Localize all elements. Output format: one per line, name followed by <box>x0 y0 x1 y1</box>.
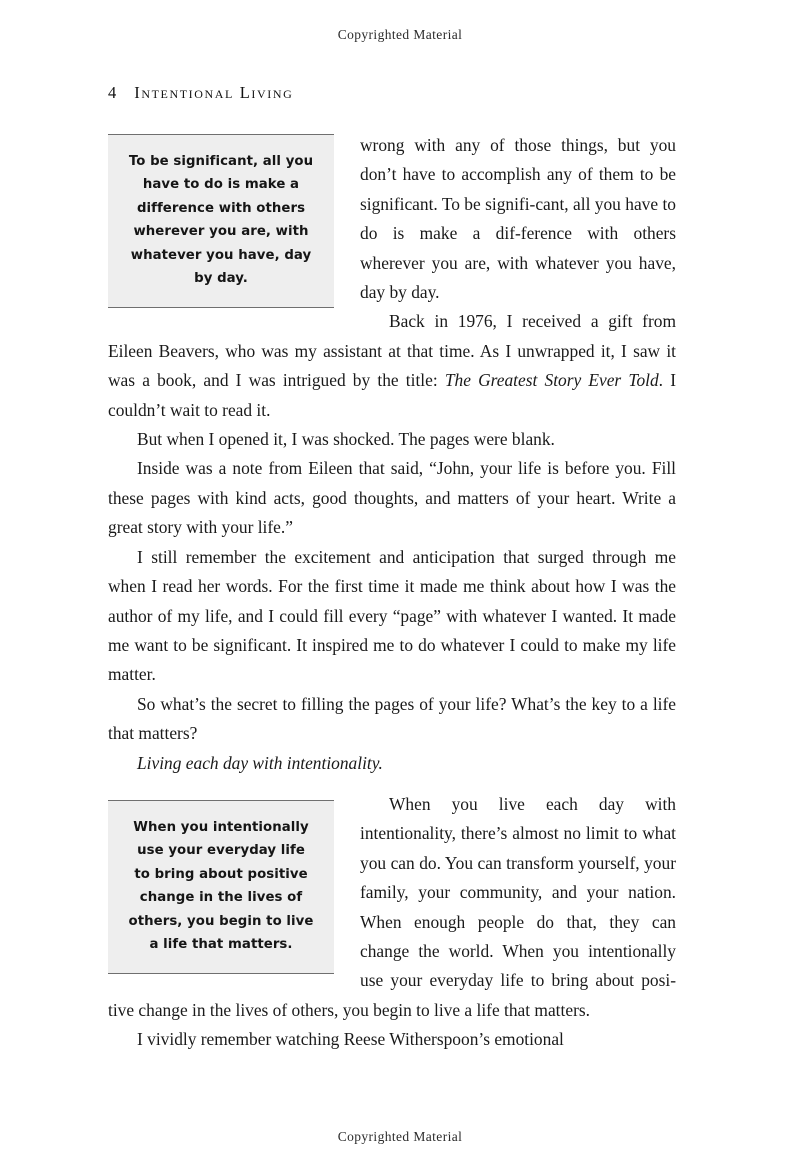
paragraph-2-part-b: . I couldn’t wait to read it. <box>108 370 676 420</box>
paragraph-7-emphasis: Living each day with intentionality. <box>137 752 383 773</box>
paragraph-3: But when I opened it, I was shocked. The pages were blank. <box>137 429 555 450</box>
paragraph-2-part-a: Back in 1976, I received a gift from Eileen Beavers, who was my assistant at that time. As I unwrapped it, I saw it was a book, and I was intrigued by the title: <box>108 311 676 391</box>
body-text-column <box>108 131 676 1055</box>
paragraph-8: When you live each day with intentionality, there’s almost no limit to what you can do. You can transform yourself, your family, your community, and your nation. When enough people do that, they can change the world. When you intentionally use your everyday life to bring about posi-tive change in the lives of others, you begin to live a life that matters. <box>108 793 676 1020</box>
paragraph-1: wrong with any of those things, but you don’t have to accomplish any of them to be significant. To be signifi-cant, all you have to do is make a dif-ference with others wherever you are, with whatever you have, day by day. <box>360 135 676 303</box>
book-title: Intentional Living <box>134 83 294 102</box>
paragraph-4: Inside was a note from Eileen that said, “John, your life is before you. Fill these pages with kind acts, good thoughts, and matters of your heart. Write a great story with your life.” <box>108 458 676 538</box>
copyright-watermark-bottom: Copyrighted Material <box>337 1129 463 1144</box>
running-head <box>108 83 293 103</box>
paragraph-5: I still remember the excitement and anticipation that surged through me when I read her words. For the first time it made me think about how I was the author of my life, and I could fill every “page” with whatever I wanted. It made me want to be significant. It inspired me to do whatever I could to make my life matter. <box>108 546 676 685</box>
page-number: 4 <box>108 83 117 102</box>
paragraph-6: So what’s the secret to filling the pages of your life? What’s the key to a life that matters? <box>108 693 676 744</box>
pullquote-1: To be significant, all you have to do is make a difference with others wherever you are, with whatever you have, day by day. <box>108 134 334 308</box>
book-title-mention: The Greatest Story Ever Told <box>444 370 659 391</box>
pullquote-2: When you intentionally use your everyday life to bring about positive change in the lives of others, you begin to live a life that matters. <box>108 800 334 974</box>
paragraph-9: I vividly remember watching Reese Witherspoon’s emotional <box>137 1029 564 1050</box>
copyright-watermark-top: Copyrighted Material <box>337 27 463 42</box>
layout-spacer <box>108 778 676 790</box>
paragraph-2 <box>108 307 676 425</box>
